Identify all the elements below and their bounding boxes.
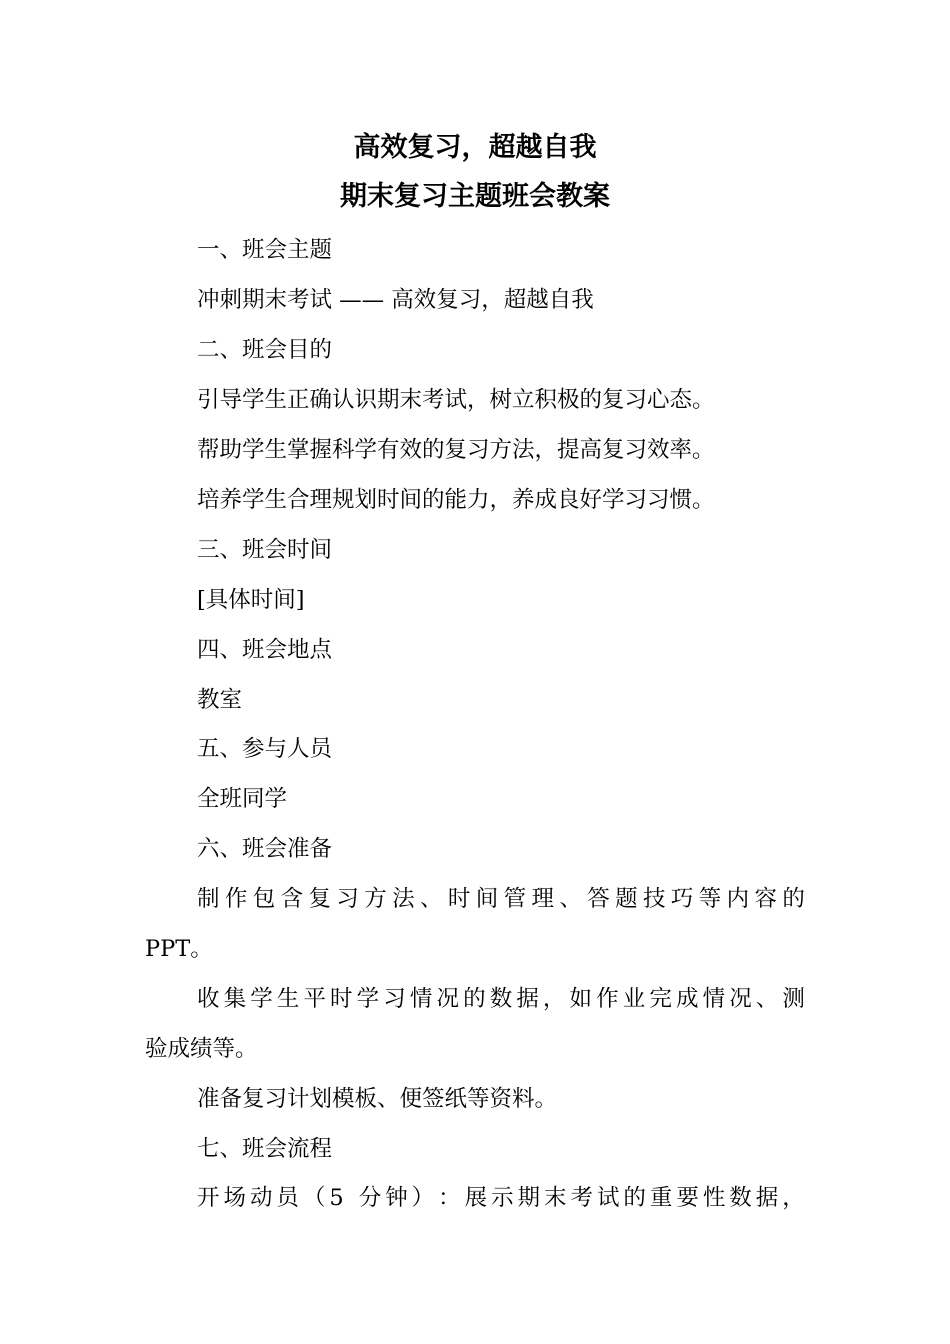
paragraph-purpose-3: 培养学生合理规划时间的能力，养成良好学习习惯。 <box>197 487 715 513</box>
text-glyph: ） <box>411 1185 435 1211</box>
text-glyph: 的 <box>463 986 486 1012</box>
text-glyph: 、 <box>755 986 779 1012</box>
text-glyph: 生 <box>276 986 300 1012</box>
text-glyph: 技 <box>643 886 666 912</box>
section-heading-purpose: 二、班会目的 <box>197 337 333 363</box>
text-glyph: 示 <box>491 1185 514 1211</box>
text-glyph: 包 <box>252 886 276 912</box>
text-glyph: 内 <box>726 886 750 912</box>
text-glyph: 答 <box>587 886 610 912</box>
section-heading-participants: 五、参与人员 <box>197 736 333 762</box>
text-glyph: 考 <box>570 1185 593 1211</box>
paragraph-time: [具体时间] <box>197 587 305 613</box>
section-heading-preparation: 六、班会准备 <box>197 836 333 862</box>
text-glyph: 集 <box>223 986 247 1012</box>
section-heading-theme: 一、班会主题 <box>197 237 333 263</box>
text-glyph: 动 <box>249 1185 273 1211</box>
text-glyph: 学 <box>250 986 273 1012</box>
text-glyph: 复 <box>308 886 332 912</box>
text-glyph: 时 <box>330 986 353 1012</box>
text-glyph: 理 <box>531 886 555 912</box>
text-glyph: 测 <box>782 986 805 1012</box>
text-glyph: 情 <box>409 986 433 1012</box>
text-glyph: 的 <box>782 886 805 912</box>
text-glyph: ： <box>438 1185 461 1211</box>
document-subtitle: 期末复习主题班会教案 <box>340 181 610 212</box>
text-glyph: 情 <box>702 986 726 1012</box>
text-glyph: 收 <box>197 986 220 1012</box>
text-glyph: 间 <box>475 886 499 912</box>
text-glyph: 巧 <box>670 886 694 912</box>
section-heading-location: 四、班会地点 <box>197 637 333 663</box>
text-glyph: 方 <box>364 886 387 912</box>
text-glyph: 据 <box>516 986 539 1012</box>
paragraph-preparation-3: 准备复习计划模板、便签纸等资料。 <box>197 1086 558 1112</box>
text-glyph: 作 <box>596 986 619 1012</box>
section-heading-procedure: 七、班会流程 <box>197 1136 333 1162</box>
text-glyph: 数 <box>729 1185 752 1211</box>
text-glyph: 习 <box>383 986 406 1012</box>
text-glyph: 平 <box>303 986 326 1012</box>
text-glyph: 、 <box>420 886 443 912</box>
text-glyph: 题 <box>615 886 638 912</box>
paragraph-participants: 全班同学 <box>197 786 288 812</box>
paragraph-location: 教室 <box>197 687 243 713</box>
text-glyph: 员 <box>276 1185 299 1211</box>
text-glyph: 成 <box>675 986 699 1012</box>
text-glyph: 末 <box>544 1185 567 1211</box>
text-glyph: 重 <box>649 1185 673 1211</box>
text-glyph: 场 <box>223 1185 246 1211</box>
section-heading-time: 三、班会时间 <box>197 537 333 563</box>
text-glyph: 况 <box>729 986 752 1012</box>
text-glyph: 要 <box>676 1185 699 1211</box>
paragraph-purpose-1: 引导学生正确认识期末考试，树立积极的复习心态。 <box>197 387 715 413</box>
text-glyph: 分 <box>358 1185 382 1211</box>
paragraph-procedure-1-line1 <box>197 1183 805 1213</box>
text-glyph: 、 <box>559 886 582 912</box>
text-glyph: 据 <box>755 1185 779 1211</box>
text-glyph: 业 <box>622 986 646 1012</box>
text-glyph: ， <box>782 1185 805 1211</box>
text-glyph: （ <box>302 1185 326 1211</box>
text-glyph <box>348 1183 355 1213</box>
text-glyph: 等 <box>698 886 722 912</box>
text-glyph: ， <box>542 986 566 1012</box>
paragraph-preparation-1-line2: PPT。 <box>145 936 213 962</box>
paragraph-theme: 冲刺期末考试 —— 高效复习，超越自我 <box>197 287 594 313</box>
text-glyph: 况 <box>436 986 459 1012</box>
text-glyph: 含 <box>280 886 304 912</box>
text-glyph: 数 <box>489 986 513 1012</box>
paragraph-preparation-2-line1 <box>197 984 805 1014</box>
text-glyph: 开 <box>197 1185 220 1211</box>
paragraph-preparation-2-line2: 验成绩等。 <box>145 1036 258 1062</box>
text-glyph: 作 <box>224 886 248 912</box>
text-glyph: 5 <box>329 1185 344 1211</box>
text-glyph: 展 <box>464 1185 488 1211</box>
text-glyph: 制 <box>197 886 220 912</box>
text-glyph: 学 <box>356 986 380 1012</box>
text-glyph: 容 <box>754 886 778 912</box>
paragraph-purpose-2: 帮助学生掌握科学有效的复习方法，提高复习效率。 <box>197 437 715 463</box>
text-glyph: 性 <box>702 1185 726 1211</box>
text-glyph: 期 <box>517 1185 541 1211</box>
text-glyph: 如 <box>569 986 593 1012</box>
text-glyph: 完 <box>649 986 672 1012</box>
text-glyph: 管 <box>503 886 527 912</box>
text-glyph: 试 <box>596 1185 620 1211</box>
paragraph-preparation-1-line1 <box>197 884 805 914</box>
text-glyph: 法 <box>392 886 415 912</box>
text-glyph: 钟 <box>385 1185 408 1211</box>
text-glyph: 时 <box>447 886 471 912</box>
text-glyph: 习 <box>336 886 359 912</box>
text-glyph: 的 <box>623 1185 646 1211</box>
document-title: 高效复习，超越自我 <box>353 132 597 163</box>
